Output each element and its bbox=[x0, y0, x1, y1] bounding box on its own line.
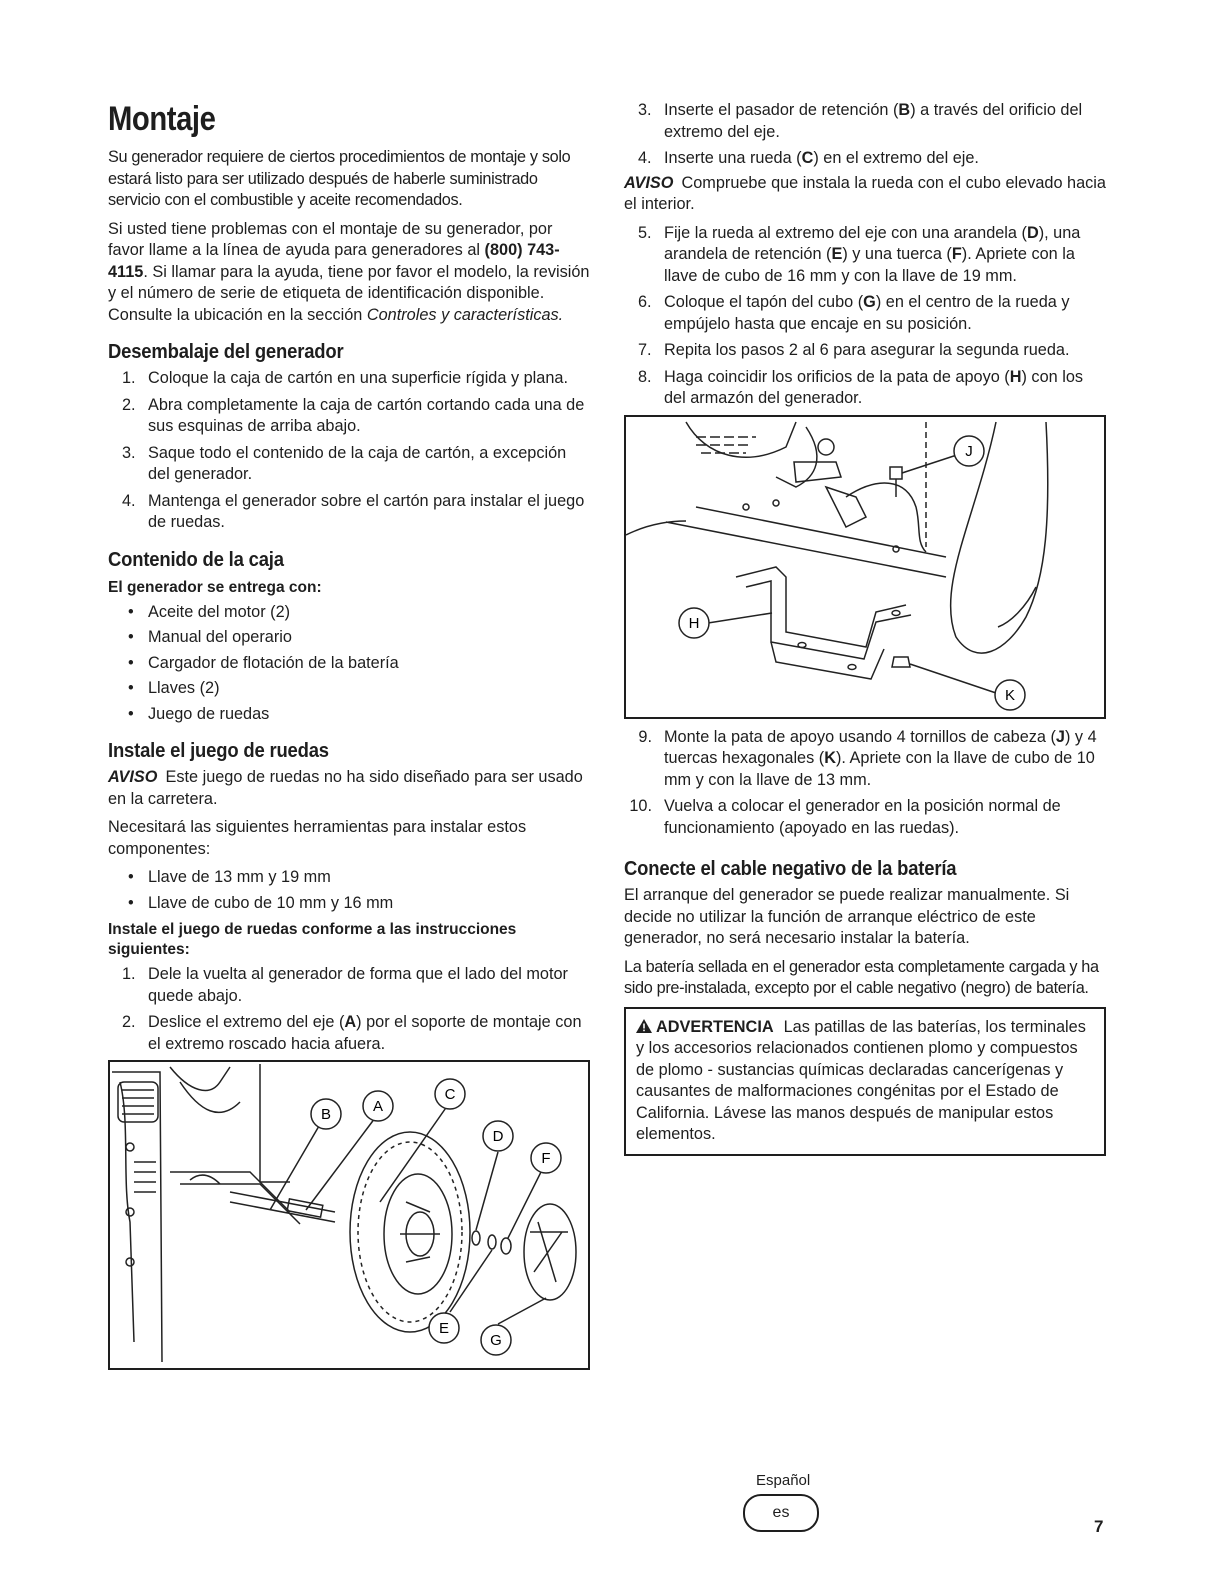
support-leg-steps bbox=[624, 727, 1106, 840]
list-item: 3. Saque todo el contenido de la caja de cartón, a excepción del generador. bbox=[122, 443, 567, 483]
warning-text: ADVERTENCIA Las patillas de las baterías, los terminales y los accesorios relacionados contienen plomo y compuestos de plomo - sustancias químicas declaradas cancerígenas y causantes de malformaciones congénitas por el Estado de California. Lávese las manos después de manipular estos elementos. bbox=[636, 1017, 1086, 1143]
wheels-steps-continued bbox=[624, 100, 1106, 170]
helpline-paragraph bbox=[108, 219, 590, 327]
list-item: 1. Coloque la caja de cartón en una superficie rígida y plana. bbox=[122, 369, 568, 387]
contents-heading: Contenido de la caja bbox=[108, 547, 284, 571]
wheels-steps bbox=[108, 964, 590, 1055]
list-item: 3. Inserte el pasador de retención (B) a través del orificio del extremo del eje. bbox=[638, 101, 1083, 141]
callout-h-label: H bbox=[688, 614, 700, 632]
intro-paragraph: Su generador requiere de ciertos procedimientos de montaje y solo estará listo para ser utilizado después de haberle suministrado servicio con el combustible y aceite recomendados. bbox=[108, 148, 571, 209]
right-column bbox=[624, 100, 1106, 1156]
wheels-heading: Instale el juego de ruedas bbox=[108, 739, 329, 762]
list-item: • Llave de 13 mm y 19 mm bbox=[108, 867, 590, 889]
callout-b-label: B bbox=[320, 1106, 332, 1123]
notice-label: AVISO bbox=[624, 173, 674, 192]
wheels-subheading: Instale el juego de ruedas conforme a las instrucciones siguientes: bbox=[108, 921, 517, 958]
warning-label: ADVERTENCIA bbox=[656, 1017, 774, 1036]
callout-k-label: K bbox=[1004, 686, 1016, 704]
list-item: • Cargador de flotación de la batería bbox=[108, 653, 590, 675]
wheels-steps-continued-2 bbox=[624, 223, 1106, 410]
callout-g-label: G bbox=[490, 1332, 502, 1349]
helpline-text: Si usted tiene problemas con el montaje de su generador, por favor llame a la línea de ayuda para generadores al bbox=[108, 219, 553, 259]
list-item: 4. Mantenga el generador sobre el cartón para instalar el juego de ruedas. bbox=[122, 491, 585, 531]
list-item: • Aceite del motor (2) bbox=[108, 602, 590, 624]
battery-heading: Conecte el cable negativo de la batería bbox=[624, 857, 957, 880]
list-item: • Juego de ruedas bbox=[108, 704, 590, 726]
list-item: 1. Dele la vuelta al generador de forma que el lado del motor quede abajo. bbox=[122, 965, 568, 1005]
helpline-phone: (800) 743-4115 bbox=[108, 241, 560, 281]
tools-intro: Necesitará las siguientes herramientas para instalar estos componentes: bbox=[108, 818, 527, 858]
tools-list bbox=[108, 867, 590, 914]
list-item: 2. Abra completamente la caja de cartón cortando cada una de sus esquinas de arriba abajo. bbox=[122, 395, 585, 435]
warning-box bbox=[624, 1007, 1106, 1156]
contents-subheading: El generador se entrega con: bbox=[108, 578, 322, 596]
support-leg-figure bbox=[624, 415, 1106, 719]
page-number: 7 bbox=[1094, 1517, 1104, 1536]
section-reference: Controles y características. bbox=[366, 305, 564, 324]
list-item: • Manual del operario bbox=[108, 627, 590, 649]
wheel-assembly-figure bbox=[108, 1060, 590, 1370]
helpline-text-2: . Si llamar para la ayuda, tiene por favor el modelo, la revisión y el número de serie de etiqueta de identificación disponible. Consulte la ubicación en la sección bbox=[108, 262, 590, 324]
wheel-assembly-illustration bbox=[110, 1062, 588, 1368]
wheels-notice: AVISO Este juego de ruedas no ha sido diseñado para ser usado en la carretera. bbox=[108, 768, 583, 808]
hub-notice: AVISO Compruebe que instala la rueda con el cubo elevado hacia el interior. bbox=[624, 173, 1106, 213]
callout-j-label: J bbox=[965, 442, 973, 460]
warning-triangle-icon bbox=[636, 1019, 652, 1033]
list-item: 4. Inserte una rueda (C) en el extremo del eje. bbox=[638, 149, 979, 167]
unpack-steps bbox=[108, 368, 590, 534]
list-item: 2. Deslice el extremo del eje (A) por el soporte de montaje con el extremo roscado hacia afuera. bbox=[122, 1013, 582, 1053]
list-item: • Llave de cubo de 10 mm y 16 mm bbox=[108, 893, 590, 915]
list-item: 5. Fije la rueda al extremo del eje con una arandela (D), una arandela de retención (E) y una tuerca (F). Apriete con la llave de cubo de 16 mm y con la llave de 19 mm. bbox=[638, 223, 1081, 285]
list-item: 9. Monte la pata de apoyo usando 4 tornillos de cabeza (J) y 4 tuercas hexagonales (K). Apriete con la llave de cubo de 10 mm y con la llave de 13 mm. bbox=[638, 727, 1097, 789]
callout-f-label: F bbox=[541, 1150, 551, 1167]
list-item: 7. Repita los pasos 2 al 6 para asegurar la segunda rueda. bbox=[638, 341, 1070, 359]
footer-language-badge: es bbox=[743, 1494, 819, 1532]
page-title: Montaje bbox=[108, 100, 216, 138]
support-leg-illustration bbox=[626, 417, 1104, 717]
callout-e-label: E bbox=[438, 1320, 450, 1337]
callout-d-label: D bbox=[492, 1128, 504, 1145]
notice-label: AVISO bbox=[108, 768, 158, 786]
list-item: • Llaves (2) bbox=[108, 678, 590, 700]
left-column bbox=[108, 100, 590, 1370]
list-item: 6. Coloque el tapón del cubo (G) en el centro de la rueda y empújelo hasta que encaje en su posición. bbox=[638, 293, 1070, 333]
callout-a-label: A bbox=[372, 1098, 384, 1115]
footer-language: Español bbox=[756, 1472, 811, 1489]
contents-list bbox=[108, 602, 590, 726]
unpack-heading: Desembalaje del generador bbox=[108, 340, 344, 363]
list-item: 8. Haga coincidir los orificios de la pata de apoyo (H) con los del armazón del generador. bbox=[638, 367, 1084, 407]
battery-paragraph-1: El arranque del generador se puede realizar manualmente. Si decide no utilizar la función de arranque eléctrico de este generador, no será necesario instalar la batería. bbox=[624, 886, 1070, 947]
callout-c-label: C bbox=[444, 1086, 456, 1103]
list-item: 10. Vuelva a colocar el generador en la posición normal de funcionamiento (apoyado en las ruedas). bbox=[629, 797, 1061, 837]
battery-paragraph-2: La batería sellada en el generador esta completamente cargada y ha sido pre-instalada, excepto por el cable negativo (negro) de batería. bbox=[624, 957, 1099, 997]
